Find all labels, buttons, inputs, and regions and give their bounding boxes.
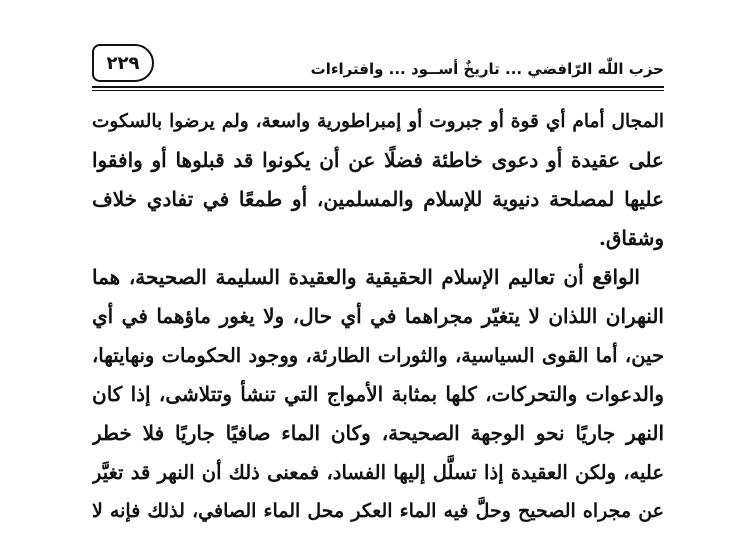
header-divider-thin — [92, 90, 664, 91]
page-number-badge — [92, 44, 154, 82]
paragraph-2 — [92, 258, 664, 531]
running-title: حزب اللّٰه الرّافضي ... تاريخٌ أســود ... وافتراءات — [310, 60, 664, 78]
text-line: النهر جاريًا نحو الوجهة الصحيحة، وكان الماء صافيًا جاريًا فلا خطر — [92, 421, 664, 445]
text-line: عليها لمصلحة دنيوية للإسلام والمسلمين، أو طمعًا في تفادي خلاف — [92, 187, 664, 211]
page-number: ٢٢٩ — [106, 52, 140, 74]
text-line: الواقع أن تعاليم الإسلام الحقيقية والعقيدة السليمة الصحيحة، هما — [92, 265, 640, 289]
text-line: المجال أمام أي قوة أو جبروت أو إمبراطورية واسعة، ولم يرضوا بالسكوت — [92, 111, 664, 132]
text-line: على عقيدة أو دعوى خاطئة فضلًا عن أن يكونوا قد قبلوها أو وافقوا — [92, 148, 664, 172]
page-header — [92, 44, 664, 90]
header-divider — [92, 86, 664, 88]
text-line: وشقاق. — [598, 226, 664, 250]
text-line: عن مجراه الصحيح وحلَّ فيه الماء العكر محل الماء الصافي، لذلك فإنه لا — [92, 500, 664, 522]
text-line: والدعوات والتحركات، كلها بمثابة الأمواج التي تنشأ وتتلاشى، إذا كان — [92, 382, 664, 406]
body-text — [92, 102, 664, 531]
text-line: النهران اللذان لا يتغيّر مجراهما في أي حال، ولا يغور ماؤهما في أي — [92, 304, 664, 328]
paragraph-1 — [92, 102, 664, 258]
text-line: حين، أما القوى السياسية، والثورات الطارئة، ووجود الحكومات ونهايتها، — [92, 344, 664, 367]
text-line: عليه، ولكن العقيدة إذا تسلَّل إليها الفساد، فمعنى ذلك أن النهر قد تغيَّر — [92, 461, 664, 484]
